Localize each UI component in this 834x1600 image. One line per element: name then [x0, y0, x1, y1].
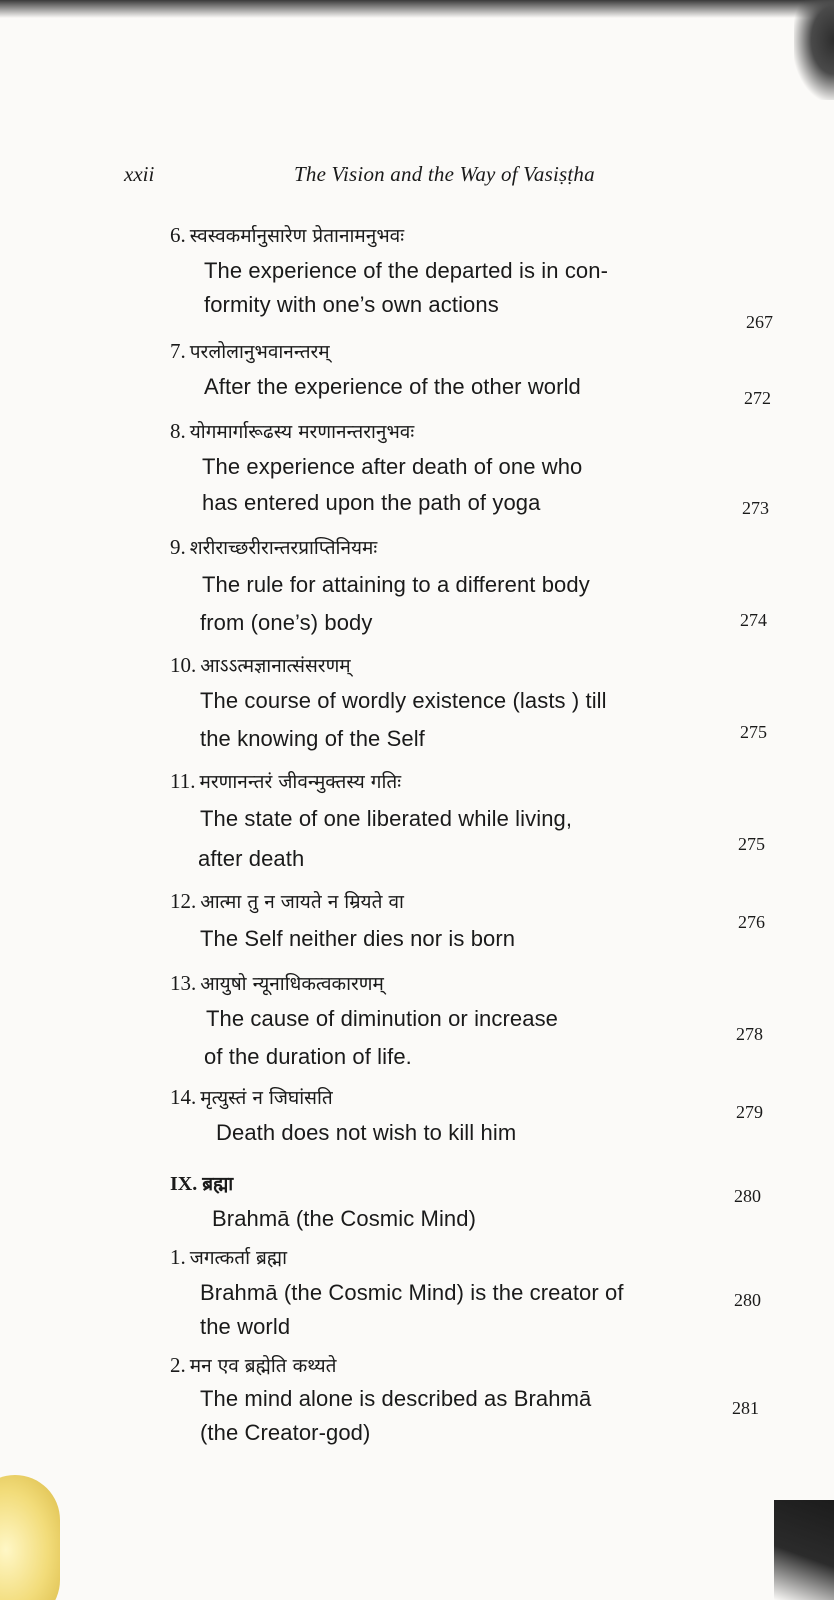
entry-text-line: Death does not wish to kill him	[216, 1120, 517, 1145]
page-edge-shadow	[0, 0, 834, 18]
entry-heading	[170, 1244, 287, 1270]
sanskrit-title: स्वस्वकर्मानुसारेण प्रेतानामनुभवः	[189, 225, 405, 247]
entry-text-line: The state of one liberated while living,	[200, 806, 573, 831]
entry-number: 10.	[170, 653, 197, 677]
page-corner-shadow-bottom	[774, 1500, 834, 1600]
section-sanskrit-title: ब्रह्मा	[202, 1173, 234, 1195]
running-head	[0, 158, 834, 198]
entry-heading	[170, 418, 414, 444]
sanskrit-title: आत्मा तु न जायते न म्रियते वा	[200, 891, 404, 913]
entry-page-number: 267	[746, 312, 773, 332]
sanskrit-title: आऽऽत्मज्ञानात्संसरणम्	[200, 655, 351, 677]
sanskrit-title: मन एव ब्रह्मेति कथ्यते	[189, 1355, 337, 1377]
entry-text-line: (the Creator-god)	[200, 1420, 371, 1445]
entry-page-number: 276	[738, 912, 765, 932]
entry-page-number: 278	[736, 1024, 763, 1044]
entry-heading	[170, 222, 404, 248]
entry-text-line: from (one’s) body	[200, 610, 373, 635]
entry-number: 11.	[170, 769, 196, 793]
entry-page-number: 280	[734, 1290, 761, 1310]
section-numeral: IX.	[170, 1173, 198, 1195]
entry-number: 8.	[170, 419, 186, 443]
entry-text-line: The rule for attaining to a different body	[202, 572, 590, 597]
entry-number: 7.	[170, 339, 186, 363]
entry-text-line: the knowing of the Self	[200, 726, 425, 751]
entry-text-line: The mind alone is described as Brahmā	[200, 1386, 592, 1411]
entry-number: 12.	[170, 889, 197, 913]
entry-text-line: The experience after death of one who	[202, 454, 583, 479]
entry-heading	[170, 768, 401, 794]
entry-page-number: 279	[736, 1102, 763, 1122]
sanskrit-title: योगमार्गारूढस्य मरणानन्तरानुभवः	[189, 421, 415, 443]
entry-text-line: has entered upon the path of yoga	[202, 490, 541, 515]
thumb-holding-page	[0, 1475, 60, 1600]
entry-heading	[170, 338, 330, 364]
entry-heading	[170, 1352, 336, 1378]
entry-text-line: after death	[198, 846, 305, 871]
section-text-line: Brahmā (the Cosmic Mind)	[212, 1206, 477, 1231]
section-page-number: 280	[734, 1186, 761, 1206]
entry-heading	[170, 534, 377, 560]
entry-number: 2.	[170, 1353, 186, 1377]
entry-text-line: formity with one’s own actions	[204, 292, 499, 317]
entry-number: 14.	[170, 1085, 197, 1109]
entry-heading	[170, 888, 404, 914]
sanskrit-title: आयुषो न्यूनाधिकत्वकारणम्	[200, 973, 384, 995]
entry-number: 6.	[170, 223, 186, 247]
entry-page-number: 274	[740, 610, 767, 630]
entry-number: 1.	[170, 1245, 186, 1269]
entry-page-number: 273	[742, 498, 769, 518]
entry-text-line: the world	[200, 1314, 291, 1339]
entry-heading	[170, 652, 351, 678]
entry-text-line: of the duration of life.	[204, 1044, 412, 1069]
sanskrit-title: शरीराच्छरीरान्तरप्राप्तिनियमः	[189, 537, 378, 559]
page-number-folio: xxii	[124, 162, 155, 186]
entry-page-number: 275	[740, 722, 767, 742]
entry-text-line: The cause of diminution or increase	[206, 1006, 559, 1031]
sanskrit-title: जगत्कर्ता ब्रह्मा	[189, 1247, 288, 1269]
running-title: The Vision and the Way of Vasiṣṭha	[294, 162, 595, 186]
entry-text-line: Brahmā (the Cosmic Mind) is the creator of	[200, 1280, 624, 1305]
entry-page-number: 272	[744, 388, 771, 408]
entry-text-line: The Self neither dies nor is born	[200, 926, 516, 951]
sanskrit-title: मरणानन्तरं जीवन्मुक्तस्य गतिः	[199, 771, 402, 793]
sanskrit-title: परलोलानुभवानन्तरम्	[189, 341, 330, 363]
entry-text-line: The course of wordly existence (lasts ) till	[200, 688, 607, 713]
section-heading	[170, 1170, 233, 1196]
entry-page-number: 281	[732, 1398, 759, 1418]
entry-heading	[170, 970, 384, 996]
entry-text-line: After the experience of the other world	[204, 374, 581, 399]
sanskrit-title: मृत्युस्तं न जिघांसति	[200, 1087, 333, 1109]
entry-page-number: 275	[738, 834, 765, 854]
entry-heading	[170, 1084, 333, 1110]
entry-number: 9.	[170, 535, 186, 559]
page-corner-shadow	[794, 0, 834, 100]
entry-number: 13.	[170, 971, 197, 995]
entry-text-line: The experience of the departed is in con-	[204, 258, 609, 283]
